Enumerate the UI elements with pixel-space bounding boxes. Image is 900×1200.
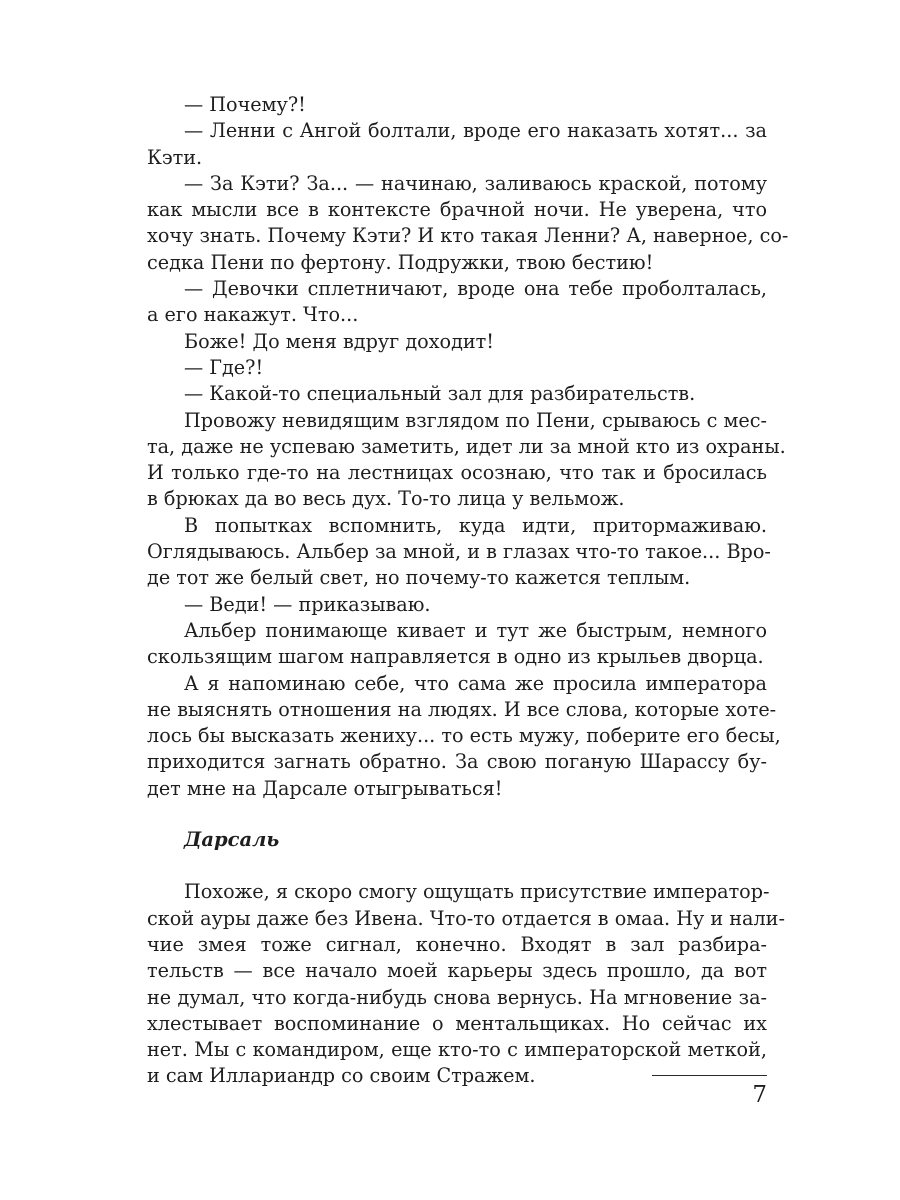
paragraph (147, 381, 767, 407)
text-line: лось бы высказать жениху... то есть мужу, поберите его бесы, (147, 724, 781, 748)
paragraph (147, 92, 767, 118)
text-block-before-heading (147, 92, 789, 802)
paragraph (147, 513, 771, 592)
text-block-after-heading (147, 879, 785, 1089)
text-line: Похоже, я скоро смогу ощущать присутствие император- (184, 880, 770, 904)
paragraph (147, 592, 767, 618)
text-line: А я напоминаю себе, что сама же просила императора (184, 671, 767, 695)
paragraph (147, 355, 767, 381)
text-line: в брюках да во весь дух. То-то лица у вельмож. (147, 487, 625, 511)
paragraph (147, 408, 786, 513)
page-text (147, 92, 789, 1090)
text-line: скользящим шагом направляется в одно из крыльев дворца. (147, 645, 764, 669)
text-line: как мысли все в контексте брачной ночи. Не уверена, что (147, 198, 767, 222)
text-line: тельств — все начало моей карьеры здесь прошло, да вот (147, 959, 767, 983)
text-line: чие змея тоже сигнал, конечно. Входят в зал разбира- (147, 932, 767, 956)
text-line: седка Пени по фертону. Подружки, твою бестию! (147, 250, 654, 274)
text-line: — Почему?! (184, 93, 306, 116)
page-number: 7 (752, 1082, 767, 1108)
text-line: Оглядываюсь. Альбер за мной, и в глазах что-то такое... Вро- (147, 540, 771, 564)
text-line: — Веди! — приказываю. (184, 592, 431, 616)
text-line: хочу знать. Почему Кэти? И кто такая Ленни? А, наверное, со- (147, 224, 789, 248)
text-line: — За Кэти? За... — начинаю, заливаюсь краской, потому (184, 171, 767, 195)
paragraph (147, 329, 767, 355)
text-line: приходится загнать обратно. За свою поганую Шарассу бу- (147, 750, 767, 774)
text-line: хлестывает воспоминание о ментальщиках. Но сейчас их (147, 1011, 767, 1035)
text-line: — Девочки сплетничают, вроде она тебе проболталась, (184, 277, 767, 301)
text-line: не думал, что когда-нибудь снова вернусь. На мгновение за- (147, 985, 767, 1009)
paragraph (147, 671, 781, 802)
text-line: И только где-то на лестницах осознаю, что так и бросилась (147, 461, 767, 485)
text-line: та, даже не успеваю заметить, идет ли за мной кто из охраны. (147, 434, 786, 458)
text-line: — Какой-то специальный зал для разбирательств. (184, 382, 696, 406)
section-heading: Дарсаль (184, 828, 280, 852)
text-line: Боже! До меня вдруг доходит! (184, 329, 494, 353)
text-line: ской ауры даже без Ивена. Что-то отдается в омаа. Ну и нали- (147, 906, 785, 930)
text-line: де тот же белый свет, но почему-то кажется теплым. (147, 566, 691, 590)
text-line: а его накажут. Что... (147, 303, 359, 327)
paragraph (147, 276, 767, 329)
paragraph (147, 618, 767, 671)
text-line: дет мне на Дарсале отыгрываться! (147, 776, 503, 800)
text-line: Кэти. (147, 145, 203, 169)
text-line: Провожу невидящим взглядом по Пени, срываюсь с мес- (184, 408, 767, 432)
footer-rule (652, 1075, 767, 1076)
paragraph (147, 171, 789, 276)
text-line: — Ленни с Ангой болтали, вроде его наказать хотят... за (184, 119, 767, 143)
text-line: не выяснять отношения на людях. И все слова, которые хоте- (147, 697, 777, 721)
text-line: В попытках вспомнить, куда идти, притормаживаю. (184, 513, 767, 537)
text-line: нет. Мы с командиром, еще кто-то с императорской меткой, (147, 1038, 767, 1062)
text-line: и сам Иллариандр со своим Стражем. (147, 1064, 536, 1088)
text-line: Альбер понимающе кивает и тут же быстрым, немного (184, 618, 767, 642)
text-line: — Где?! (184, 355, 264, 379)
paragraph (147, 118, 767, 171)
paragraph (147, 879, 785, 1089)
